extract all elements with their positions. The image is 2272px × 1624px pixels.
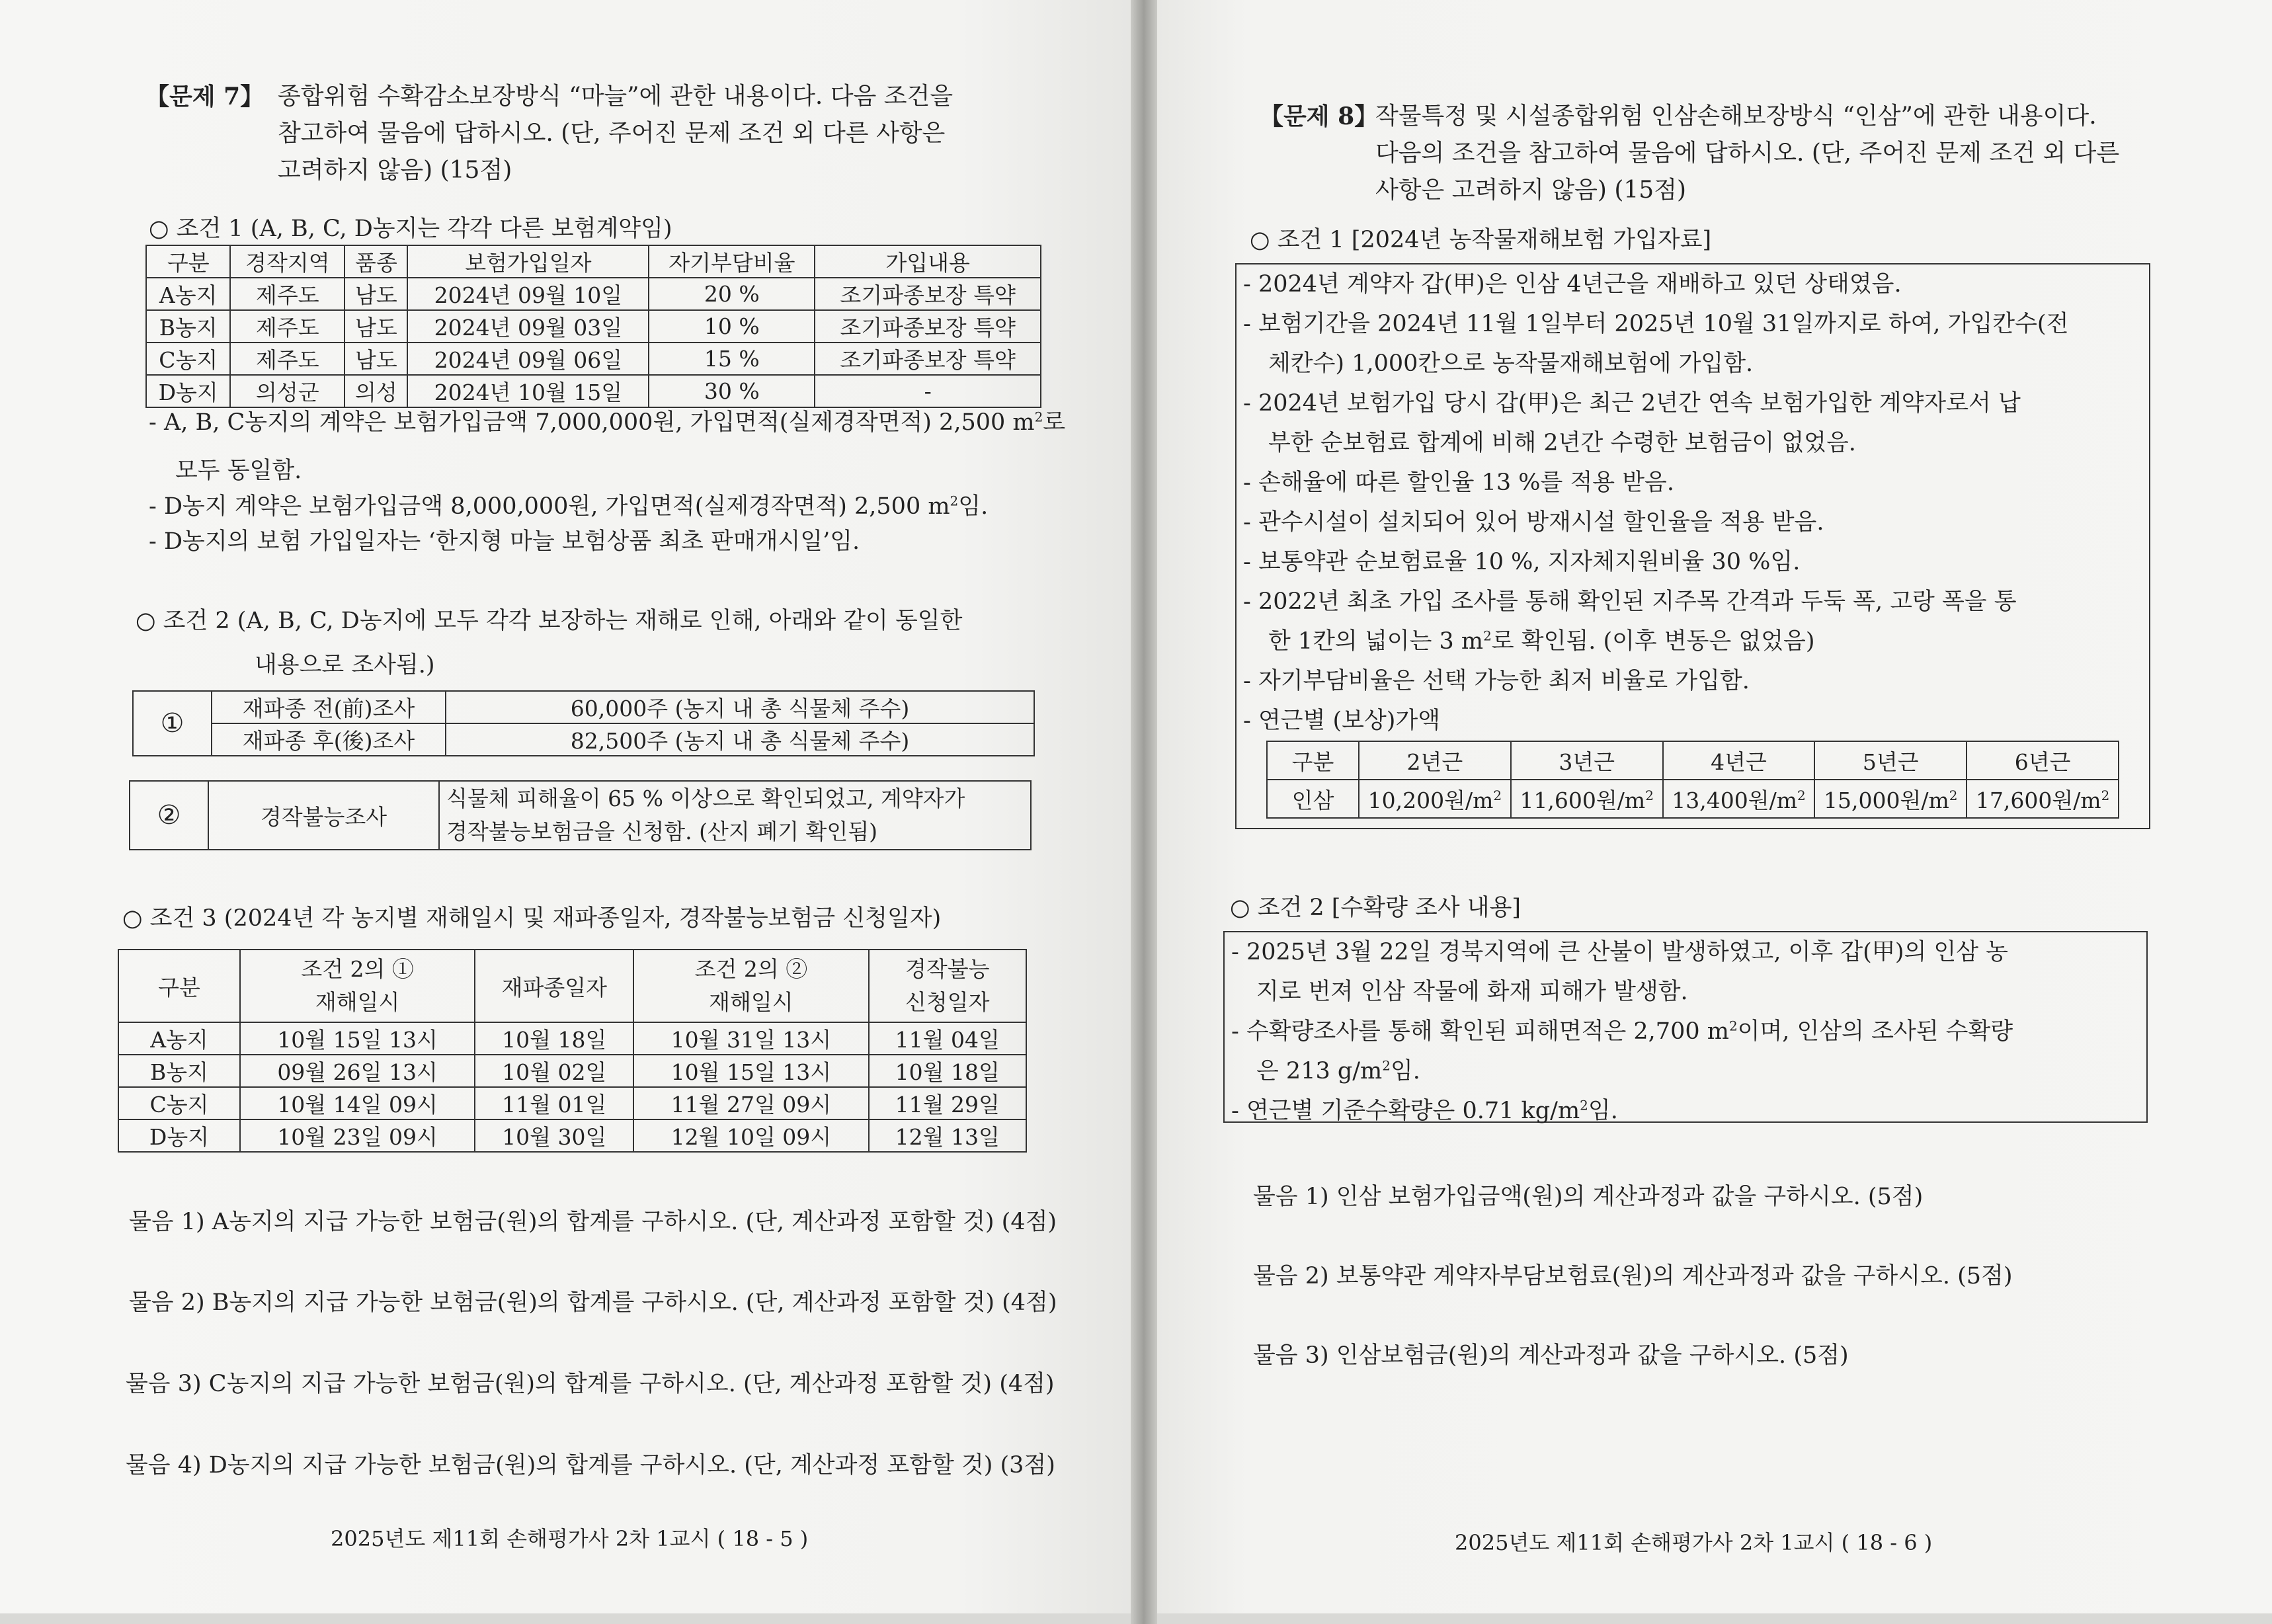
condition-1-title: ○ 조건 1 [2024년 농작물재해보험 가입자료] bbox=[1250, 227, 1712, 253]
table-row bbox=[146, 278, 1041, 310]
condition-item bbox=[1243, 622, 2142, 661]
item-text: - 수확량조사를 통해 확인된 피해면적은 2,700 m bbox=[1231, 1018, 1729, 1045]
header-line: 신청일자 bbox=[905, 989, 990, 1015]
header-line: 조건 2의 ① bbox=[301, 956, 414, 982]
condition-1-title: ○ 조건 1 (A, B, C, D농지는 각각 다른 보험계약임) bbox=[149, 216, 672, 242]
table-cell: 10월 23일 09시 bbox=[240, 1119, 475, 1152]
table-cell: 의성 bbox=[345, 375, 407, 407]
crop-failure-table bbox=[129, 780, 1032, 850]
item-text: - 연근별 기준수확량은 0.71 kg/m bbox=[1231, 1098, 1580, 1124]
table-cell: 2024년 09월 06일 bbox=[407, 343, 649, 375]
table-row bbox=[118, 1087, 1026, 1119]
table-cell: 인삼 bbox=[1267, 780, 1359, 818]
note-sup: 2 bbox=[1034, 409, 1043, 425]
table-cell: 경작불능조사 bbox=[208, 781, 439, 850]
table-header bbox=[240, 950, 475, 1022]
replant-table bbox=[132, 690, 1035, 756]
table-header: 구분 bbox=[146, 245, 230, 278]
right-page bbox=[1157, 0, 2272, 1613]
price-value: 17,600원/m bbox=[1975, 787, 2101, 813]
table-header: 구분 bbox=[1267, 741, 1359, 780]
table-header: 4년근 bbox=[1663, 741, 1815, 780]
table-cell: 09월 26일 13시 bbox=[240, 1055, 475, 1087]
question-item: 물음 4) D농지의 지급 가능한 보험금(원)의 합계를 구하시오. (단, 계산과정 포함할 것) (3점) bbox=[126, 1452, 1055, 1479]
table-header: 3년근 bbox=[1511, 741, 1663, 780]
table-cell: 조기파종보장 특약 bbox=[815, 310, 1041, 343]
condition-item: 체칸수) 1,000칸으로 농작물재해보험에 가입함. bbox=[1268, 350, 1754, 377]
table-cell: 12월 10일 09시 bbox=[633, 1119, 868, 1152]
condition-item bbox=[1231, 1012, 2140, 1051]
table-cell: 10월 15일 13시 bbox=[240, 1022, 475, 1055]
table-cell: 남도 bbox=[345, 310, 407, 343]
table-cell: ① bbox=[133, 691, 212, 756]
table-row bbox=[118, 1055, 1026, 1087]
question-item: 물음 3) 인삼보험금(원)의 계산과정과 값을 구하시오. (5점) bbox=[1253, 1342, 1849, 1369]
condition-item: - 보통약관 순보험료율 10 %, 지자체지원비율 30 %임. bbox=[1243, 549, 1801, 575]
condition-item: - 2024년 계약자 갑(甲)은 인삼 4년근을 재배하고 있던 상태였음. bbox=[1243, 271, 1902, 298]
table-cell: ② bbox=[130, 781, 208, 850]
price-sup: 2 bbox=[2101, 787, 2110, 803]
price-value: 15,000원/m bbox=[1824, 787, 1949, 813]
table-row bbox=[146, 310, 1041, 343]
table-cell bbox=[439, 781, 1031, 850]
table-header: 품종 bbox=[345, 245, 407, 278]
table-row bbox=[130, 781, 1031, 850]
book-gutter bbox=[1131, 0, 1157, 1624]
table-cell: C농지 bbox=[118, 1087, 240, 1119]
table-header bbox=[869, 950, 1026, 1022]
table-cell: 제주도 bbox=[230, 343, 345, 375]
table-cell: 10월 30일 bbox=[475, 1119, 633, 1152]
table-cell: 60,000주 (농지 내 총 식물체 주수) bbox=[446, 691, 1034, 723]
condition-item: - 2022년 최초 가입 조사를 통해 확인된 지주목 간격과 두둑 폭, 고랑 폭을 통 bbox=[1243, 589, 2017, 615]
table-cell: 제주도 bbox=[230, 310, 345, 343]
table-header: 5년근 bbox=[1814, 741, 1967, 780]
table-cell: 15 % bbox=[649, 343, 815, 375]
table-header: 구분 bbox=[118, 950, 240, 1022]
page-footer: 2025년도 제11회 손해평가사 2차 1교시 ( 18 - 6 ) bbox=[1455, 1530, 1933, 1555]
condition-2-title-cont: 내용으로 조사됨.) bbox=[255, 652, 435, 678]
table-cell: 11월 27일 09시 bbox=[633, 1087, 868, 1119]
table-cell: 2024년 09월 10일 bbox=[407, 278, 649, 310]
table-cell: 제주도 bbox=[230, 278, 345, 310]
price-sup: 2 bbox=[1797, 787, 1806, 803]
condition-2-title: ○ 조건 2 (A, B, C, D농지에 모두 각각 보장하는 재해로 인해, 아래와 같이 동일한 bbox=[136, 608, 963, 634]
cell-line: 식물체 피해율이 65 % 이상으로 확인되었고, 계약자가 bbox=[446, 786, 965, 811]
condition-note: 모두 동일함. bbox=[175, 458, 302, 484]
table-cell: 11월 01일 bbox=[475, 1087, 633, 1119]
note-text: - A, B, C농지의 계약은 보험가입금액 7,000,000원, 가입면적(실제경작면적) 2,500 m bbox=[149, 409, 1035, 436]
table-row bbox=[146, 343, 1041, 375]
table-cell bbox=[1814, 780, 1967, 818]
price-sup: 2 bbox=[1493, 787, 1502, 803]
question-8-line: 사항은 고려하지 않음) (15점) bbox=[1375, 177, 1687, 204]
note-text: 임. bbox=[958, 493, 989, 520]
table-cell bbox=[1663, 780, 1815, 818]
table-cell: B농지 bbox=[118, 1055, 240, 1087]
condition-2-title: ○ 조건 2 [수확량 조사 내용] bbox=[1230, 895, 1521, 921]
table-row bbox=[133, 723, 1034, 756]
item-text: 한 1칸의 넓이는 3 m bbox=[1268, 628, 1484, 655]
table-header-row bbox=[118, 950, 1026, 1022]
table-cell: 10월 14일 09시 bbox=[240, 1087, 475, 1119]
question-item: 물음 3) C농지의 지급 가능한 보험금(원)의 합계를 구하시오. (단, 계산과정 포함할 것) (4점) bbox=[126, 1371, 1055, 1397]
question-8-line: 다음의 조건을 참고하여 물음에 답하시오. (단, 주어진 문제 조건 외 다른 bbox=[1375, 140, 2120, 167]
table-cell: 10월 18일 bbox=[869, 1055, 1026, 1087]
table-row bbox=[133, 691, 1034, 723]
condition-note bbox=[149, 491, 988, 522]
table-cell: 2024년 10월 15일 bbox=[407, 375, 649, 407]
price-value: 13,400원/m bbox=[1672, 787, 1797, 813]
condition-item: - 연근별 (보상)가액 bbox=[1243, 708, 1441, 734]
question-7-number: 【문제 7】 bbox=[145, 83, 264, 110]
contract-table bbox=[145, 245, 1041, 408]
table-row bbox=[146, 375, 1041, 407]
table-cell: 재파종 후(後)조사 bbox=[212, 723, 446, 756]
question-8-number: 【문제 8】 bbox=[1260, 102, 1379, 130]
item-sup: 2 bbox=[1382, 1057, 1391, 1074]
table-header-row bbox=[146, 245, 1041, 278]
table-header: 2년근 bbox=[1359, 741, 1511, 780]
header-line: 조건 2의 ② bbox=[694, 956, 808, 982]
table-row bbox=[118, 1022, 1026, 1055]
question-item: 물음 2) B농지의 지급 가능한 보험금(원)의 합계를 구하시오. (단, 계산과정 포함할 것) (4점) bbox=[129, 1289, 1057, 1316]
question-8-line: 작물특정 및 시설종합위험 인삼손해보장방식 “인삼”에 관한 내용이다. bbox=[1375, 102, 2097, 130]
header-line: 경작불능 bbox=[905, 956, 990, 982]
condition-item: - 보험기간을 2024년 11월 1일부터 2025년 10월 31일까지로 하여, 가입칸수(전 bbox=[1243, 311, 2069, 337]
condition-item: - 2024년 보험가입 당시 갑(甲)은 최근 2년간 연속 보험가입한 계약자로서 납 bbox=[1243, 390, 2021, 417]
cell-line: 경작불능보험금을 신청함. (산지 폐기 확인됨) bbox=[446, 819, 878, 844]
harvest-survey-box bbox=[1223, 931, 2148, 1123]
condition-note: - D농지의 보험 가입일자는 ‘한지형 마늘 보험상품 최초 판매개시일’임. bbox=[149, 528, 860, 555]
table-row bbox=[118, 1119, 1026, 1152]
note-sup: 2 bbox=[950, 493, 959, 509]
table-cell: 2024년 09월 03일 bbox=[407, 310, 649, 343]
table-cell bbox=[1359, 780, 1511, 818]
page-footer: 2025년도 제11회 손해평가사 2차 1교시 ( 18 - 5 ) bbox=[331, 1526, 809, 1551]
table-cell: 12월 13일 bbox=[869, 1119, 1026, 1152]
table-cell: 조기파종보장 특약 bbox=[815, 278, 1041, 310]
table-cell: D농지 bbox=[146, 375, 230, 407]
item-sup: 2 bbox=[1728, 1018, 1738, 1034]
table-cell: A농지 bbox=[146, 278, 230, 310]
condition-item: 지로 번져 인삼 작물에 화재 피해가 발생함. bbox=[1256, 979, 1688, 1005]
item-sup: 2 bbox=[1580, 1097, 1588, 1114]
table-cell: 남도 bbox=[345, 278, 407, 310]
table-cell: 재파종 전(前)조사 bbox=[212, 691, 446, 723]
item-sup: 2 bbox=[1483, 628, 1492, 644]
price-sup: 2 bbox=[1645, 787, 1654, 803]
condition-item: - 관수시설이 설치되어 있어 방재시설 할인율을 적용 받음. bbox=[1243, 509, 1824, 536]
table-cell: D농지 bbox=[118, 1119, 240, 1152]
table-cell bbox=[1967, 780, 2119, 818]
question-item: 물음 1) A농지의 지급 가능한 보험금(원)의 합계를 구하시오. (단, 계산과정 포함할 것) (4점) bbox=[129, 1209, 1057, 1235]
question-item: 물음 1) 인삼 보험가입금액(원)의 계산과정과 값을 구하시오. (5점) bbox=[1253, 1184, 1924, 1210]
item-text: 은 213 g/m bbox=[1256, 1058, 1383, 1084]
table-header: 6년근 bbox=[1967, 741, 2119, 780]
question-7-line: 고려하지 않음) (15점) bbox=[278, 157, 512, 184]
condition-item: - 손해율에 따른 할인율 13 %를 적용 받음. bbox=[1243, 469, 1674, 496]
price-value: 10,200원/m bbox=[1367, 787, 1494, 813]
note-text: - D농지 계약은 보험가입금액 8,000,000원, 가입면적(실제경작면적) 2,500 m bbox=[149, 493, 950, 520]
condition-item: - 자기부담비율은 선택 가능한 최저 비율로 가입함. bbox=[1243, 668, 1750, 694]
table-cell: 30 % bbox=[649, 375, 815, 407]
condition-item: - 2025년 3월 22일 경북지역에 큰 산불이 발생하였고, 이후 갑(甲)의 인삼 농 bbox=[1231, 939, 2008, 965]
table-row bbox=[1267, 780, 2119, 818]
table-header: 경작지역 bbox=[230, 245, 345, 278]
table-cell: 82,500주 (농지 내 총 식물체 주수) bbox=[446, 723, 1034, 756]
table-cell: C농지 bbox=[146, 343, 230, 375]
left-page bbox=[0, 0, 1131, 1613]
condition-item bbox=[1231, 1091, 2140, 1131]
table-cell: 조기파종보장 특약 bbox=[815, 343, 1041, 375]
price-table bbox=[1266, 741, 2119, 819]
table-header-row bbox=[1267, 741, 2119, 780]
table-cell: 10월 15일 13시 bbox=[633, 1055, 868, 1087]
table-header bbox=[633, 950, 868, 1022]
table-cell: B농지 bbox=[146, 310, 230, 343]
table-header: 재파종일자 bbox=[475, 950, 633, 1022]
condition-note bbox=[149, 407, 1065, 438]
table-cell: 11월 29일 bbox=[869, 1087, 1026, 1119]
item-text: 임. bbox=[1391, 1058, 1420, 1084]
table-cell: 11월 04일 bbox=[869, 1022, 1026, 1055]
table-cell: 10 % bbox=[649, 310, 815, 343]
table-cell: 10월 31일 13시 bbox=[633, 1022, 868, 1055]
question-7-line: 참고하여 물음에 답하시오. (단, 주어진 문제 조건 외 다른 사항은 bbox=[278, 120, 946, 147]
table-cell bbox=[1511, 780, 1663, 818]
table-cell: 남도 bbox=[345, 343, 407, 375]
table-header: 자기부담비율 bbox=[649, 245, 815, 278]
condition-item bbox=[1231, 1051, 2140, 1091]
table-cell: 10월 02일 bbox=[475, 1055, 633, 1087]
question-item: 물음 2) 보통약관 계약자부담보험료(원)의 계산과정과 값을 구하시오. (5점) bbox=[1253, 1263, 2013, 1289]
table-header: 가입내용 bbox=[815, 245, 1041, 278]
table-header: 보험가입일자 bbox=[407, 245, 649, 278]
disaster-date-table bbox=[118, 949, 1027, 1153]
condition-item: 부한 순보험료 합계에 비해 2년간 수령한 보험금이 없었음. bbox=[1268, 430, 1856, 456]
table-cell: 20 % bbox=[649, 278, 815, 310]
price-value: 11,600원/m bbox=[1520, 787, 1646, 813]
price-sup: 2 bbox=[1949, 787, 1958, 803]
header-line: 재해일시 bbox=[315, 989, 400, 1015]
condition-3-title: ○ 조건 3 (2024년 각 농지별 재해일시 및 재파종일자, 경작불능보험금 신청일자) bbox=[122, 905, 942, 932]
table-cell: - bbox=[815, 375, 1041, 407]
table-cell: 10월 18일 bbox=[475, 1022, 633, 1055]
table-cell: A농지 bbox=[118, 1022, 240, 1055]
table-cell: 의성군 bbox=[230, 375, 345, 407]
note-text: 로 bbox=[1043, 409, 1066, 436]
question-7-line: 종합위험 수확감소보장방식 “마늘”에 관한 내용이다. 다음 조건을 bbox=[278, 83, 953, 110]
header-line: 재해일시 bbox=[709, 989, 793, 1015]
item-text: 로 확인됨. (이후 변동은 없었음) bbox=[1491, 628, 1815, 655]
item-text: 이며, 인삼의 조사된 수확량 bbox=[1737, 1018, 2013, 1045]
item-text: 임. bbox=[1588, 1098, 1618, 1124]
